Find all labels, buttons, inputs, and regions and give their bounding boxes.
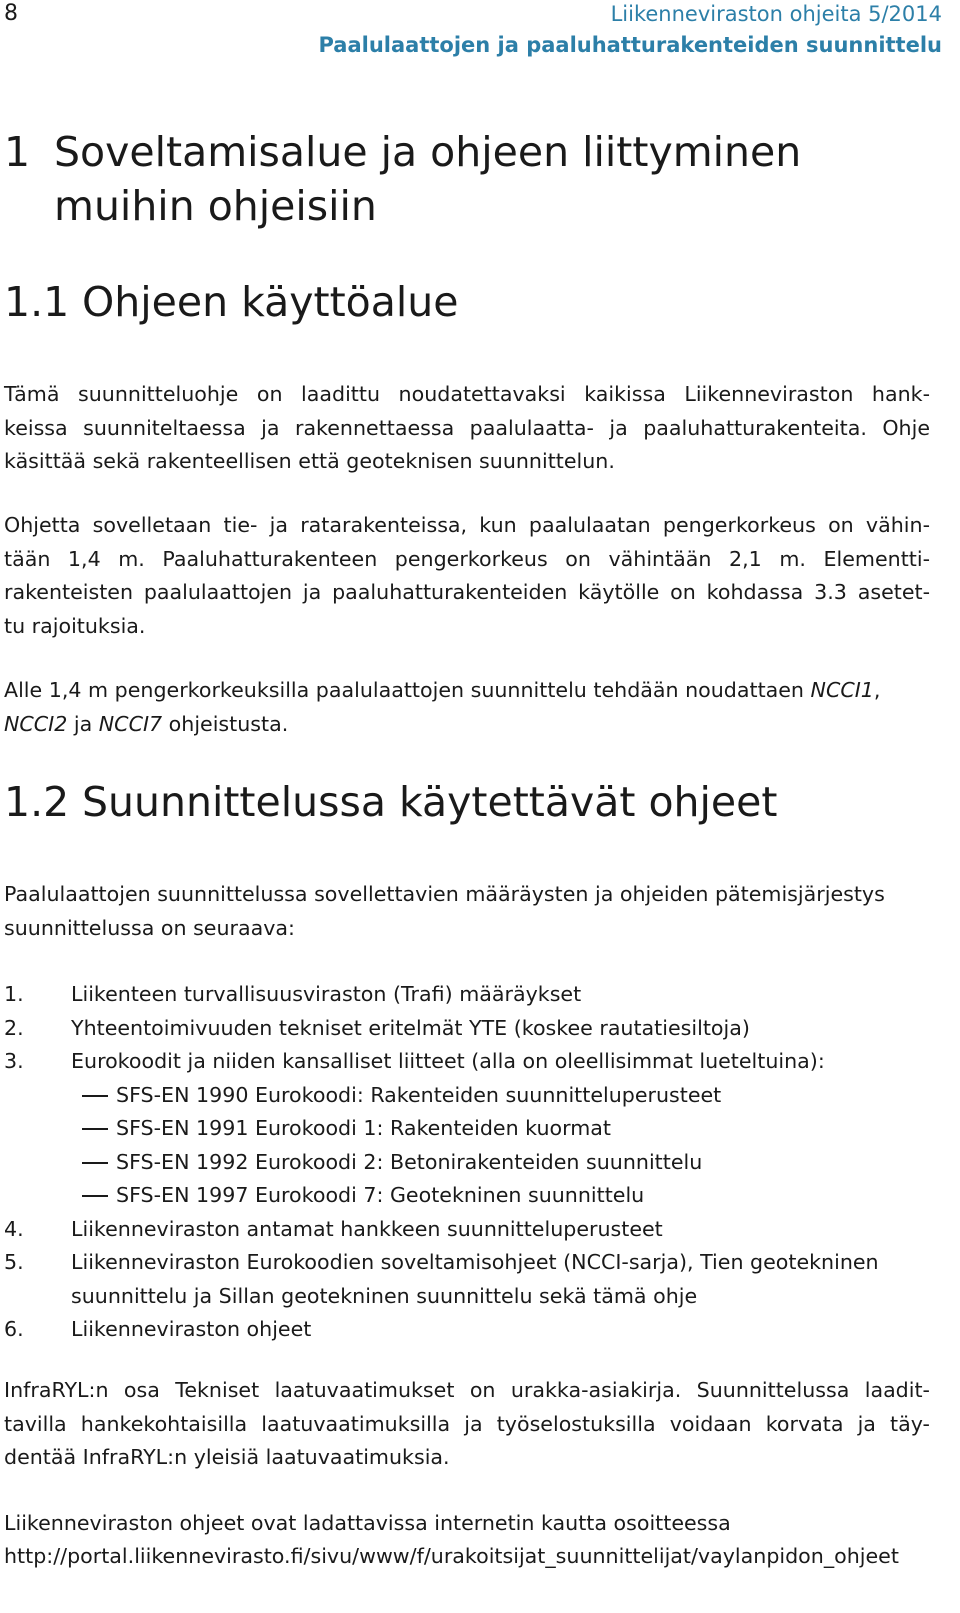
list-item bbox=[4, 1313, 944, 1347]
text-run: , bbox=[873, 678, 881, 702]
paragraph-ncci bbox=[4, 674, 880, 741]
text-run: Alle 1,4 m pengerkorkeuksilla paalulaattojen suunnittelu tehdään noudattaen bbox=[4, 678, 811, 702]
sublist-item bbox=[4, 1179, 944, 1213]
list-item bbox=[4, 1045, 944, 1079]
paragraph-infraryl bbox=[4, 1374, 930, 1475]
list-text: Yhteentoimivuuden tekniset eritelmät YTE (koskee rautatiesiltoja) bbox=[71, 1015, 750, 1040]
paragraph-line: keissa suunniteltaessa ja rakennettaessa paalulaatta- ja paaluhatturakenteita. Ohje bbox=[4, 415, 930, 440]
paragraph-order-intro bbox=[4, 878, 885, 945]
section-title: Ohjeen käyttöalue bbox=[82, 278, 459, 326]
paragraph-line: käsittää sekä rakenteellisen että geoteknisen suunnittelun. bbox=[4, 449, 615, 473]
list-text: Liikenneviraston ohjeet bbox=[71, 1317, 312, 1341]
list-number: 5. bbox=[4, 1250, 24, 1274]
paragraph-line: Tämä suunnitteluohje on laadittu noudatettavaksi kaikissa Liikenneviraston hank- bbox=[4, 382, 930, 406]
sublist-item bbox=[4, 1146, 944, 1180]
paragraph-download bbox=[4, 1507, 731, 1541]
paragraph-line: rakenteisten paalulaattojen ja paaluhatturakenteiden käytölle on kohdassa 3.3 asetet- bbox=[4, 580, 930, 604]
paragraph-line: dentää InfraRYL:n yleisiä laatuvaatimuksia. bbox=[4, 1445, 450, 1469]
section-number: 1.1 bbox=[4, 278, 70, 326]
text-run: ohjeistusta. bbox=[162, 711, 289, 736]
list-text: Liikenneviraston antamat hankkeen suunnitteluperusteet bbox=[71, 1216, 663, 1241]
sublist-item bbox=[4, 1079, 944, 1113]
list-item-continuation bbox=[4, 1280, 944, 1314]
list-text: Liikenteen turvallisuusviraston (Trafi) määräykset bbox=[71, 982, 582, 1006]
dash-bullet-icon bbox=[82, 1128, 108, 1130]
section-title: Suunnittelussa käytettävät ohjeet bbox=[82, 778, 778, 826]
list-number: 4. bbox=[4, 1216, 24, 1241]
paragraph-line: Ohjetta sovelletaan tie- ja ratarakenteissa, kun paalulaatan pengerkorkeus on vähin- bbox=[4, 513, 930, 537]
paragraph-line: tu rajoituksia. bbox=[4, 613, 146, 638]
list-text: suunnittelu ja Sillan geotekninen suunnittelu sekä tämä ohje bbox=[71, 1283, 698, 1308]
ncci-reference: NCCI7 bbox=[98, 711, 163, 736]
ordered-list bbox=[4, 978, 944, 1347]
dash-bullet-icon bbox=[82, 1162, 108, 1164]
chapter-title-line-2: muihin ohjeisiin bbox=[54, 182, 377, 230]
document-title: Paalulaattojen ja paaluhatturakenteiden suunnittelu bbox=[318, 33, 942, 57]
paragraph-line: suunnittelussa on seuraava: bbox=[4, 915, 295, 940]
list-text: Liikenneviraston Eurokoodien soveltamisohjeet (NCCI-sarja), Tien geotekninen bbox=[71, 1250, 879, 1274]
paragraph-line: Liikenneviraston ohjeet ovat ladattavissa internetin kautta osoitteessa bbox=[4, 1511, 731, 1535]
sublist-text: SFS-EN 1997 Eurokoodi 7: Geotekninen suunnittelu bbox=[116, 1183, 645, 1207]
list-text: Eurokoodit ja niiden kansalliset liitteet (alla on oleellisimmat lueteltuina): bbox=[71, 1049, 825, 1073]
paragraph-application bbox=[4, 509, 930, 643]
ncci-reference: NCCI1 bbox=[810, 678, 874, 702]
paragraph-scope bbox=[4, 378, 930, 479]
list-number: 1. bbox=[4, 982, 24, 1006]
dash-bullet-icon bbox=[82, 1095, 108, 1097]
text-run: ja bbox=[67, 711, 99, 736]
list-number: 2. bbox=[4, 1015, 24, 1040]
list-number: 3. bbox=[4, 1049, 24, 1073]
paragraph-line: tään 1,4 m. Paaluhatturakenteen pengerkorkeus on vähintään 2,1 m. Elementti- bbox=[4, 546, 930, 571]
sublist-text: SFS-EN 1991 Eurokoodi 1: Rakenteiden kuormat bbox=[116, 1116, 611, 1140]
sublist-text: SFS-EN 1992 Eurokoodi 2: Betonirakenteiden suunnittelu bbox=[116, 1149, 703, 1174]
list-item bbox=[4, 978, 944, 1012]
chapter-number: 1 bbox=[4, 128, 31, 176]
list-item bbox=[4, 1246, 944, 1280]
ncci-reference: NCCI2 bbox=[4, 711, 68, 736]
sublist-item bbox=[4, 1112, 944, 1146]
paragraph-line: tavilla hankekohtaisilla laatuvaatimuksilla ja työselostuksilla voidaan korvata ja täy- bbox=[4, 1411, 930, 1436]
paragraph-line: Paalulaattojen suunnittelussa sovellettavien määräysten ja ohjeiden pätemisjärjestys bbox=[4, 882, 885, 906]
sublist-text: SFS-EN 1990 Eurokoodi: Rakenteiden suunnitteluperusteet bbox=[116, 1082, 722, 1107]
publication-series: Liikenneviraston ohjeita 5/2014 bbox=[610, 2, 942, 26]
dash-bullet-icon bbox=[82, 1195, 108, 1197]
list-item bbox=[4, 1012, 944, 1046]
chapter-title-line-1: Soveltamisalue ja ohjeen liittyminen bbox=[54, 128, 802, 176]
paragraph-line: InfraRYL:n osa Tekniset laatuvaatimukset on urakka-asiakirja. Suunnittelussa laadit- bbox=[4, 1378, 930, 1402]
section-number: 1.2 bbox=[4, 778, 70, 826]
page-number: 8 bbox=[4, 1, 18, 26]
list-number: 6. bbox=[4, 1317, 24, 1341]
list-item bbox=[4, 1213, 944, 1247]
instructions-url-link[interactable]: http://portal.liikennevirasto.fi/sivu/www/f/urakoitsijat_suunnittelijat/vaylanpidon_ohjeet bbox=[4, 1544, 899, 1568]
